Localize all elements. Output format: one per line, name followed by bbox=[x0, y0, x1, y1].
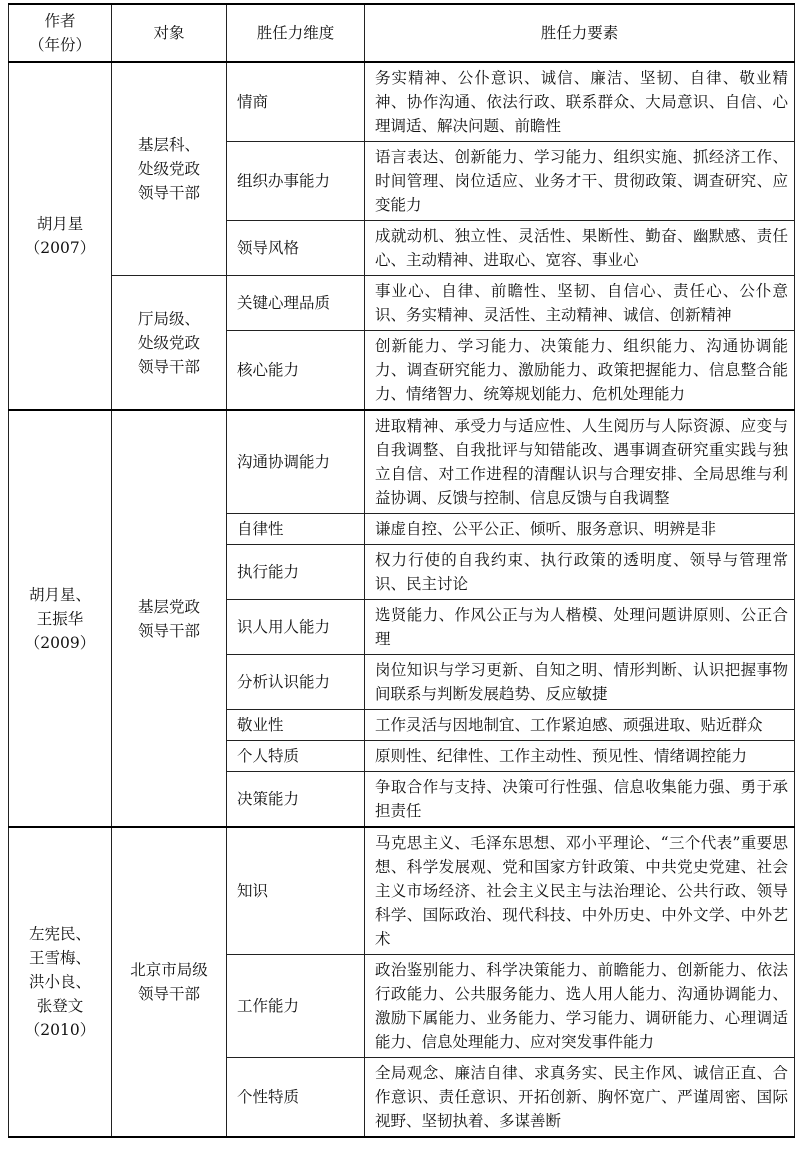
dimension-cell: 情商 bbox=[227, 62, 365, 142]
author-line: 王雪梅、 bbox=[28, 949, 91, 967]
elements-cell: 谦虚自控、公平公正、倾听、服务意识、明辨是非 bbox=[365, 514, 795, 545]
elements-cell: 原则性、纪律性、工作主动性、预见性、情绪调控能力 bbox=[365, 741, 795, 772]
author-line: （2007） bbox=[24, 239, 96, 257]
target-line: 北京市局级 bbox=[130, 961, 208, 979]
dimension-cell: 个人特质 bbox=[227, 741, 365, 772]
header-dimension: 胜任力维度 bbox=[227, 4, 365, 62]
author-cell bbox=[9, 62, 112, 410]
elements-cell: 岗位知识与学习更新、自知之明、情形判断、认识把握事物间联系与判断发展趋势、反应敏捷 bbox=[365, 655, 795, 710]
elements-cell: 工作灵活与因地制宜、工作紧迫感、顽强进取、贴近群众 bbox=[365, 710, 795, 741]
table-header bbox=[9, 4, 795, 62]
author-line: 洪小良、 bbox=[28, 973, 91, 991]
header-author-line1: 作者 bbox=[44, 12, 76, 30]
dimension-cell: 组织办事能力 bbox=[227, 142, 365, 221]
dimension-cell: 决策能力 bbox=[227, 772, 365, 828]
elements-cell: 选贤能力、作风公正与为人楷模、处理问题讲原则、公正合理 bbox=[365, 600, 795, 655]
competency-table bbox=[8, 3, 795, 1138]
elements-cell: 权力行使的自我约束、执行政策的透明度、领导与管理常识、民主讨论 bbox=[365, 545, 795, 600]
elements-cell: 马克思主义、毛泽东思想、邓小平理论、“三个代表”重要思想、科学发展观、党和国家方针政策、中共党史党建、社会主义市场经济、社会主义民主与法治理论、公共行政、领导科学、国际政治、现代科技、中外历史、中外文学、中外艺术 bbox=[365, 827, 795, 955]
author-group bbox=[9, 410, 795, 827]
table-row bbox=[9, 276, 795, 331]
elements-cell: 务实精神、公仆意识、诚信、廉洁、坚韧、自律、敬业精神、协作沟通、依法行政、联系群众、大局意识、自信、心理调适、解决问题、前瞻性 bbox=[365, 62, 795, 142]
target-line: 领导干部 bbox=[137, 184, 200, 202]
author-line: （2009） bbox=[24, 633, 96, 652]
target-cell bbox=[112, 827, 227, 1137]
dimension-cell: 核心能力 bbox=[227, 331, 365, 411]
dimension-cell: 知识 bbox=[227, 827, 365, 955]
author-line: 胡月星、 bbox=[28, 585, 91, 604]
dimension-cell: 执行能力 bbox=[227, 545, 365, 600]
dimension-cell: 自律性 bbox=[227, 514, 365, 545]
elements-cell: 政治鉴别能力、科学决策能力、前瞻能力、创新能力、依法行政能力、公共服务能力、选人用人能力、沟通协调能力、激励下属能力、业务能力、学习能力、调研能力、心理调适能力、信息处理能力、应对突发事件能力 bbox=[365, 955, 795, 1058]
author-line: 左宪民、 bbox=[28, 925, 91, 943]
author-line: （2010） bbox=[24, 1021, 96, 1039]
elements-cell: 语言表达、创新能力、学习能力、组织实施、抓经济工作、时间管理、岗位适应、业务才干、贯彻政策、调查研究、应变能力 bbox=[365, 142, 795, 221]
dimension-cell: 敬业性 bbox=[227, 710, 365, 741]
dimension-cell: 工作能力 bbox=[227, 955, 365, 1058]
table-row bbox=[9, 62, 795, 142]
header-author bbox=[9, 4, 112, 62]
target-line: 基层科、 bbox=[137, 136, 200, 154]
table-row bbox=[9, 827, 795, 955]
dimension-cell: 领导风格 bbox=[227, 221, 365, 276]
dimension-cell: 分析认识能力 bbox=[227, 655, 365, 710]
author-line: 张登文 bbox=[36, 997, 84, 1015]
author-group bbox=[9, 62, 795, 410]
header-target: 对象 bbox=[112, 4, 227, 62]
target-cell bbox=[112, 410, 227, 827]
dimension-cell: 关键心理品质 bbox=[227, 276, 365, 331]
author-line: 胡月星 bbox=[36, 215, 84, 233]
elements-cell: 创新能力、学习能力、决策能力、组织能力、沟通协调能力、调查研究能力、激励能力、政策把握能力、信息整合能力、情绪智力、统筹规划能力、危机处理能力 bbox=[365, 331, 795, 411]
target-line: 处级党政 bbox=[137, 333, 200, 352]
elements-cell: 事业心、自律、前瞻性、坚韧、自信心、责任心、公仆意识、务实精神、灵活性、主动精神、诚信、创新精神 bbox=[365, 276, 795, 331]
author-cell bbox=[9, 827, 112, 1137]
target-line: 领导干部 bbox=[137, 357, 200, 376]
author-cell bbox=[9, 410, 112, 827]
target-cell bbox=[112, 276, 227, 411]
dimension-cell: 沟通协调能力 bbox=[227, 410, 365, 514]
header-elements: 胜任力要素 bbox=[365, 4, 795, 62]
elements-cell: 争取合作与支持、决策可行性强、信息收集能力强、勇于承担责任 bbox=[365, 772, 795, 828]
target-line: 领导干部 bbox=[137, 621, 200, 640]
target-line: 领导干部 bbox=[137, 985, 200, 1003]
header-author-line2: （年份） bbox=[28, 36, 91, 54]
elements-cell: 成就动机、独立性、灵活性、果断性、勤奋、幽默感、责任心、主动精神、进取心、宽容、事业心 bbox=[365, 221, 795, 276]
target-line: 基层党政 bbox=[137, 597, 200, 616]
target-line: 处级党政 bbox=[137, 160, 200, 178]
dimension-cell: 识人用人能力 bbox=[227, 600, 365, 655]
author-line: 王振华 bbox=[36, 609, 84, 628]
elements-cell: 进取精神、承受力与适应性、人生阅历与人际资源、应变与自我调整、自我批评与知错能改、遇事调查研究重实践与独立自信、对工作进程的清醒认识与合理安排、全局思维与利益协调、反馈与控制、信息反馈与自我调整 bbox=[365, 410, 795, 514]
elements-cell: 全局观念、廉洁自律、求真务实、民主作风、诚信正直、合作意识、责任意识、开拓创新、胸怀宽广、严谨周密、国际视野、坚韧执着、多谋善断 bbox=[365, 1058, 795, 1138]
dimension-cell: 个性特质 bbox=[227, 1058, 365, 1138]
author-group bbox=[9, 827, 795, 1137]
table-row bbox=[9, 410, 795, 514]
target-line: 厅局级、 bbox=[137, 309, 200, 328]
target-cell bbox=[112, 62, 227, 276]
